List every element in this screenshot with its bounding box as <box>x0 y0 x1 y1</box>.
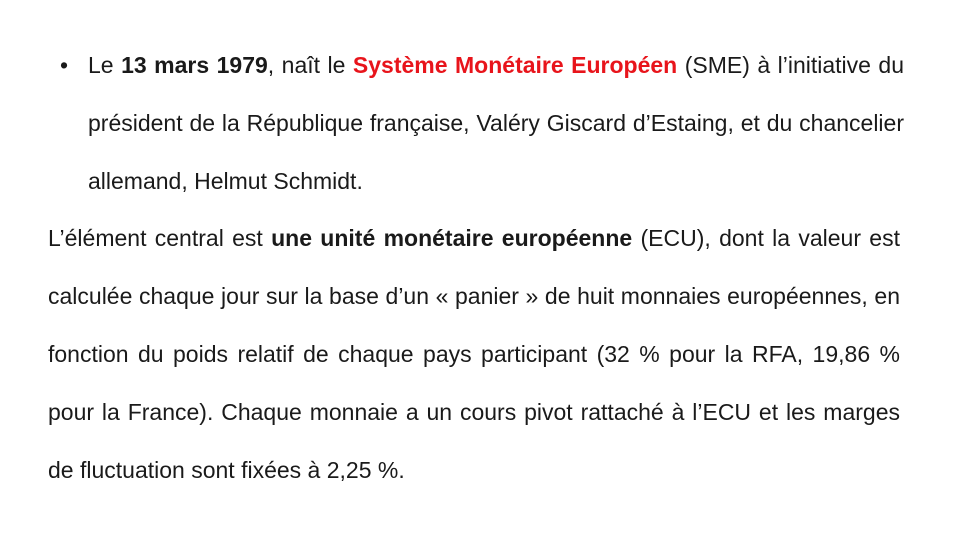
bullet-dot-icon: • <box>59 52 69 78</box>
bullet-text <box>88 36 904 210</box>
bullet-paragraph <box>54 36 904 210</box>
bullet-text-part-3: (SME) à l’initiative du président de la République française, Valéry Giscard d’Estaing, et du chancelier allemand, Helmut Schmidt. <box>88 52 905 194</box>
sme-highlight: Système Monétaire Européen <box>352 52 678 78</box>
ecu-term-highlight: une unité monétaire européenne <box>271 225 633 251</box>
body-text-part-1: L’élément central est <box>48 225 272 251</box>
body-paragraph <box>48 209 900 499</box>
bullet-text-part-2: , naît le <box>267 52 353 78</box>
body-text-part-2: (ECU), dont la valeur est calculée chaque jour sur la base d’un « panier » de huit monnaies européennes, en fonction du poids relatif de chaque pays participant (32 % pour la RFA, 19,86 % pour la France). Chaque monnaie a un cours pivot rattaché à l’ECU et les marges de fluctuation sont fixées à 2,25 %. <box>48 225 900 483</box>
bullet-text-part-1: Le <box>88 52 122 78</box>
date-highlight: 13 mars 1979 <box>121 52 268 78</box>
